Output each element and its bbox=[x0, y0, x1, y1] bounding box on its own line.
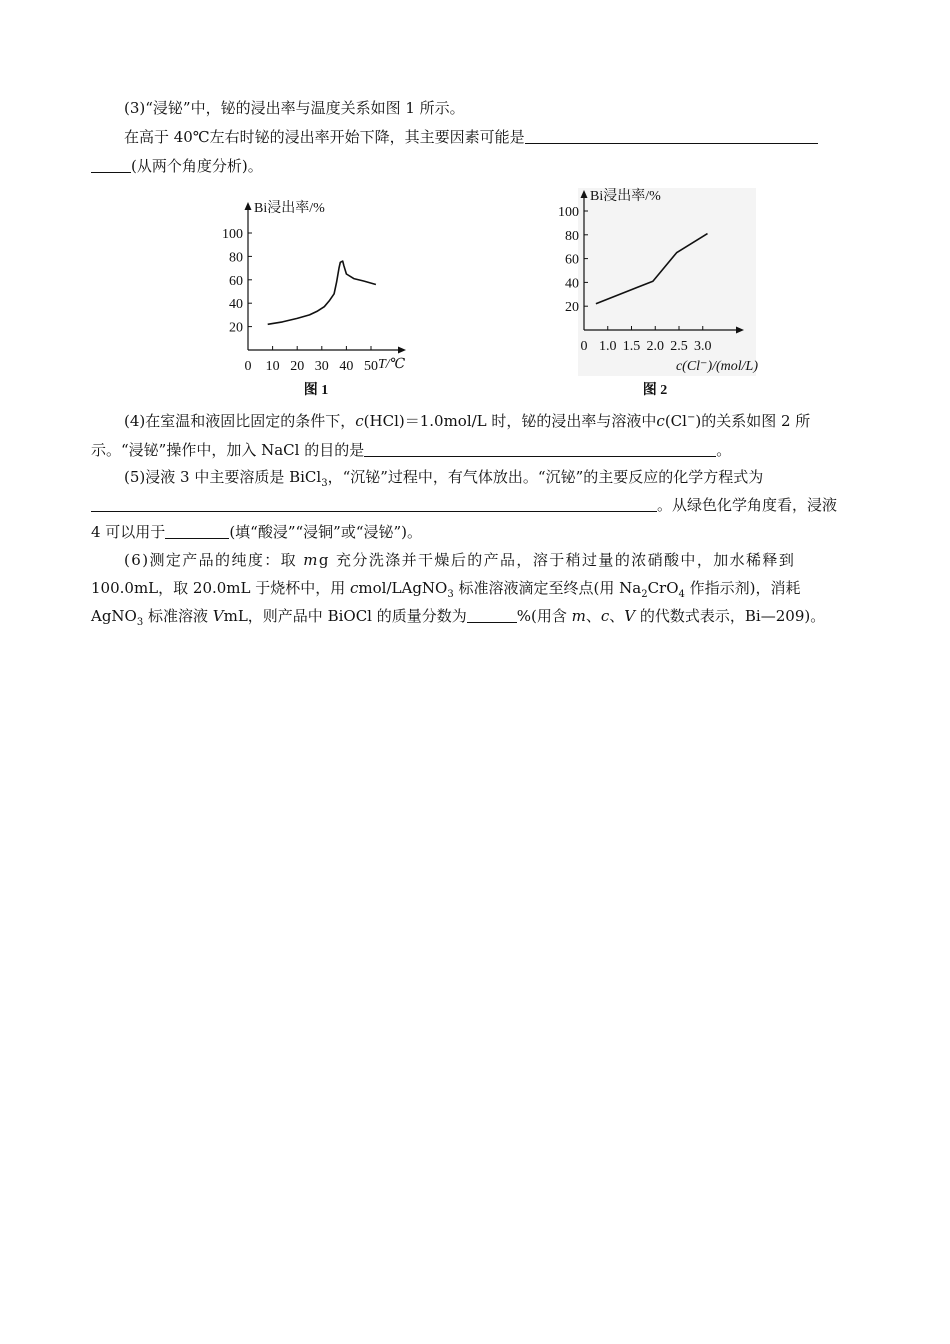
q4-text-2: (HCl)＝1.0mol/L 时，铋的浸出率与溶液中 bbox=[363, 412, 657, 430]
figure-2-x-tick-label: 3.0 bbox=[694, 339, 712, 354]
figure-1-x-tick-label: 20 bbox=[290, 359, 305, 374]
figure-1-chart bbox=[210, 196, 430, 402]
q5-line-3 bbox=[91, 522, 422, 542]
figure-1-y-tick-label: 20 bbox=[229, 320, 243, 336]
q6-m-symbol-2: m bbox=[571, 607, 586, 625]
figure-1-x-axis-label: T/℃ bbox=[378, 357, 406, 372]
q3-line-3 bbox=[91, 156, 263, 176]
q5-line-1 bbox=[124, 467, 763, 487]
q6-text-3: 100.0mL，取 20.0mL 于烧杯中，用 bbox=[91, 579, 351, 597]
q6-subscript-3: 3 bbox=[447, 589, 454, 600]
figure-2-y-tick-label: 20 bbox=[565, 300, 579, 316]
q6-text-2: g 充分洗涤并干燥后的产品，溶于稍过量的浓硝酸中，加水稀释到 bbox=[318, 551, 796, 569]
q6-c-symbol-2: c bbox=[600, 607, 610, 625]
figure-1-y-tick-label: 100 bbox=[222, 227, 243, 242]
q3-text-1: (3)“浸铋”中，铋的浸出率与温度关系如图 1 所示。 bbox=[124, 99, 465, 117]
figure-2-x-axis-label: c(Cl⁻)/(mol/L) bbox=[675, 359, 758, 374]
q5-text-3: 。从绿色化学角度看，浸液 bbox=[657, 496, 838, 514]
q6-c-symbol: c bbox=[350, 579, 359, 597]
figure-2-y-tick-label: 100 bbox=[558, 205, 579, 220]
q6-text-1: (6)测定产品的纯度：取 bbox=[124, 551, 304, 569]
q5-subscript: 3 bbox=[321, 478, 328, 489]
q6-sep-1: 、 bbox=[585, 607, 601, 625]
q4-text-5: 示。“浸铋”操作中，加入 NaCl 的目的是 bbox=[91, 441, 365, 459]
q6-text-7: 作指示剂)，消耗 bbox=[684, 579, 801, 597]
q5-text-1: (5)浸液 3 中主要溶质是 BiCl bbox=[124, 468, 322, 486]
figure-2-x-tick-label: 2.5 bbox=[670, 339, 688, 354]
q3-line-2 bbox=[124, 127, 818, 147]
figure-1-y-tick-label: 60 bbox=[229, 273, 243, 289]
q6-line-1 bbox=[124, 550, 795, 570]
q4-text-1: (4)在室温和液固比固定的条件下， bbox=[124, 412, 356, 430]
q5-text-2: ，“沉铋”过程中，有气体放出。“沉铋”的主要反应的化学方程式为 bbox=[327, 468, 764, 486]
figure-2-chart bbox=[548, 182, 778, 402]
q6-text-4: mol/LAgNO bbox=[358, 579, 448, 597]
figure-1-x-tick-label: 0 bbox=[244, 359, 252, 374]
q6-subscript-5: 3 bbox=[136, 617, 144, 628]
q3-text-3: (从两个角度分析)。 bbox=[131, 157, 263, 175]
figure-2-x-tick-label: 1.0 bbox=[599, 339, 617, 354]
q4-answer-blank[interactable] bbox=[364, 442, 716, 457]
figure-1-y-tick-label: 40 bbox=[229, 297, 243, 313]
figure-2-x-tick-label: 1.5 bbox=[622, 339, 641, 354]
q5-equation-blank[interactable] bbox=[91, 497, 657, 512]
q6-m-symbol: m bbox=[303, 551, 319, 569]
figure-2-x-tick-label: 0 bbox=[580, 339, 588, 354]
q3-answer-blank[interactable] bbox=[525, 129, 818, 144]
q6-line-2 bbox=[91, 578, 801, 598]
q5-answer-blank[interactable] bbox=[165, 524, 229, 539]
q6-text-11: %(用含 bbox=[516, 607, 572, 625]
q6-answer-blank[interactable] bbox=[467, 608, 517, 623]
q6-v-symbol: V bbox=[212, 607, 224, 625]
q6-text-9: 标准溶液 bbox=[143, 607, 213, 625]
q3-text-2: 在高于 40℃左右时铋的浸出率开始下降，其主要因素可能是 bbox=[124, 128, 525, 146]
q4-line-1 bbox=[124, 411, 810, 431]
q6-sep-2: 、 bbox=[609, 607, 625, 625]
figure-1-x-tick-label: 30 bbox=[314, 359, 329, 374]
figure-2-y-tick-label: 60 bbox=[565, 252, 579, 268]
q4-text-4: )的关系如图 2 所 bbox=[695, 412, 811, 430]
q4-line-2 bbox=[91, 440, 731, 460]
figure-2-y-tick-label: 80 bbox=[565, 228, 579, 244]
figure-2-caption: 图 2 bbox=[642, 383, 668, 398]
q6-text-10: mL，则产品中 BiOCl 的质量分数为 bbox=[223, 607, 467, 625]
figure-1-y-axis-label: Bi浸出率/% bbox=[254, 201, 325, 216]
q6-subscript-2: 2 bbox=[641, 589, 648, 600]
figure-2-y-tick-label: 40 bbox=[565, 276, 579, 292]
q4-text-3: (Cl bbox=[664, 412, 687, 430]
figure-2-y-axis-label: Bi浸出率/% bbox=[590, 189, 661, 204]
q4-superscript: − bbox=[686, 412, 696, 423]
q3-answer-blank-cont[interactable] bbox=[91, 158, 131, 173]
q5-text-5: (填“酸浸”“浸铜”或“浸铋”)。 bbox=[229, 523, 423, 541]
q4-text-6: 。 bbox=[716, 441, 732, 459]
q6-text-5: 标准溶液滴定至终点(用 Na bbox=[453, 579, 642, 597]
q5-line-2 bbox=[91, 495, 837, 515]
q5-text-4: 4 可以用于 bbox=[91, 523, 166, 541]
q6-text-8: AgNO bbox=[91, 607, 137, 625]
figure-1-x-tick-label: 50 bbox=[364, 359, 378, 374]
figure-1-x-tick-label: 40 bbox=[339, 359, 354, 374]
q6-subscript-4: 4 bbox=[678, 589, 685, 600]
figure-1-caption: 图 1 bbox=[303, 383, 329, 398]
q4-c-symbol-2: c bbox=[656, 412, 665, 430]
figure-1-x-axis-arrow bbox=[398, 347, 406, 354]
q6-text-12: 的代数式表示，Bi—209)。 bbox=[635, 607, 826, 625]
figure-2-x-tick-label: 2.0 bbox=[646, 339, 664, 354]
figure-1-x-tick-label: 10 bbox=[265, 359, 280, 374]
q6-v-symbol-2: V bbox=[624, 607, 636, 625]
q3-line-1 bbox=[124, 98, 465, 118]
figure-1-y-axis-arrow bbox=[245, 202, 252, 210]
q6-text-6: CrO bbox=[647, 579, 679, 597]
q6-line-3 bbox=[91, 606, 825, 626]
figure-1-series-line bbox=[268, 261, 376, 324]
q4-c-symbol: c bbox=[355, 412, 364, 430]
figure-1-y-tick-label: 80 bbox=[229, 250, 243, 266]
